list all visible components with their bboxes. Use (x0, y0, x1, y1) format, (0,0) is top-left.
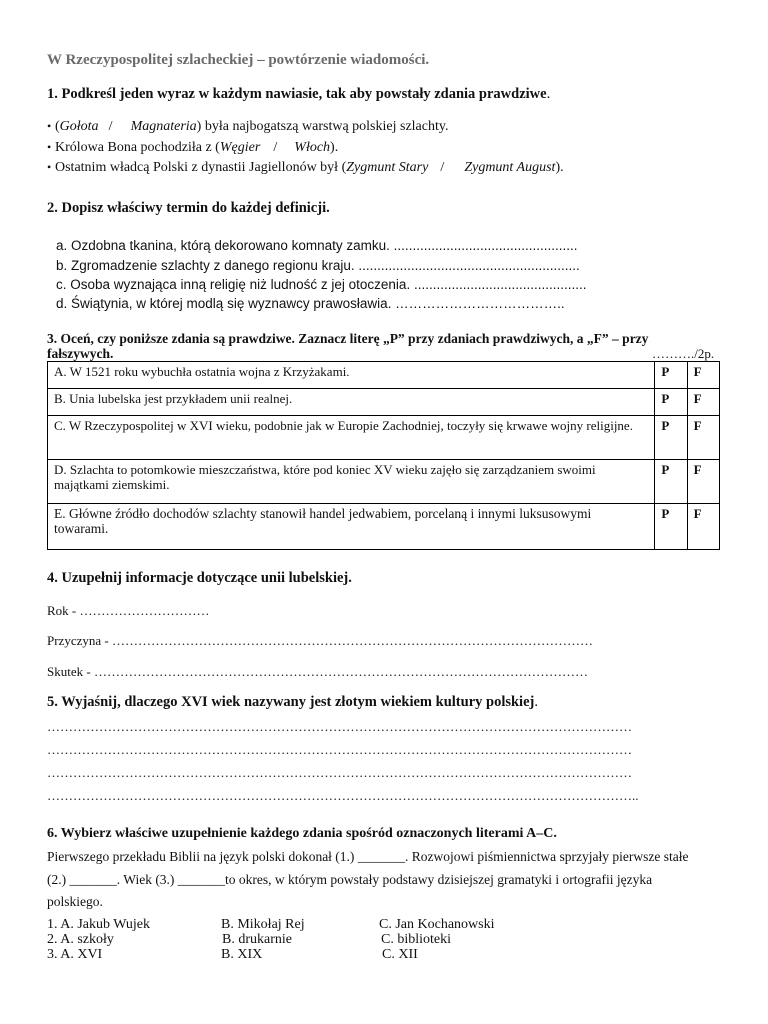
q5-answer-line-2[interactable]: ……………………………………………………………………………………………………………………… (47, 742, 632, 757)
q1-s1-separator: / (108, 119, 113, 134)
table-row (48, 389, 720, 416)
q2-definition-c[interactable]: c. Osoba wyznająca inną religię niż ludność z jej otoczenia. .............................................. (56, 277, 587, 292)
q1-s1-option-1[interactable]: Gołota (59, 119, 99, 134)
q1-s2-start: Królowa Bona pochodziła z ( (55, 140, 220, 155)
statement-e: E. Główne źródło dochodów szlachty stanowił handel jedwabiem, porcelaną i innymi luksusowymi towarami. (48, 504, 655, 550)
q2-definition-d[interactable]: d. Świątynia, w której modlą się wyznawcy prawosławia. ……………………………….. (56, 296, 565, 311)
option-f-c[interactable]: F (687, 416, 719, 460)
option-p-d[interactable]: P (655, 460, 687, 504)
q5-heading (47, 694, 538, 711)
q1-sentence-3 (47, 160, 564, 176)
q1-s3-option-2[interactable]: Zygmunt August (464, 160, 556, 175)
q5-heading-text: 5. Wyjaśnij, dlaczego XVI wiek nazywany jest złotym wiekiem kultury polskiej (47, 694, 535, 710)
q1-s2-option-1[interactable]: Węgier (219, 140, 261, 155)
q1-s2-separator: / (273, 140, 278, 155)
q4-skutek-field[interactable]: Skutek - …………………………………………………………………………………………………… (47, 664, 588, 679)
q6-option-1a[interactable]: 1. A. Jakub Wujek (47, 917, 151, 932)
q1-s1-option-2[interactable]: Magnateria (130, 119, 197, 134)
option-f-d[interactable]: F (687, 460, 719, 504)
option-p-b[interactable]: P (655, 389, 687, 416)
q6-option-3c[interactable]: C. XII (382, 947, 418, 962)
bullet-icon: • (47, 119, 52, 133)
q1-s2-end: ). (330, 140, 339, 155)
q6-heading: 6. Wybierz właściwe uzupełnienie każdego zdania spośród oznaczonych literami A–C. (47, 826, 557, 841)
statement-b: B. Unia lubelska jest przykładem unii realnej. (48, 389, 655, 416)
q6-paragraph-line-2: (2.) _______. Wiek (3.) _______to okres, w którym powstały podstawy dzisiejszej gramatyki i ortografii języka (47, 872, 653, 887)
q4-rok-field[interactable]: Rok - ………………………… (47, 603, 210, 618)
q6-option-3a[interactable]: 3. A. XVI (47, 947, 103, 962)
q3-heading-line-1: 3. Oceń, czy poniższe zdania są prawdziwe. Zaznacz literę „P” przy zdaniach prawdziwych, a „F” – przy (47, 331, 649, 346)
q1-heading-end: . (546, 86, 551, 102)
q1-s3-option-1[interactable]: Zygmunt Stary (346, 160, 429, 175)
q3-points: ………./2p. (652, 346, 715, 361)
q1-s1-open: ( (55, 119, 60, 134)
table-row (48, 416, 720, 460)
q6-option-3b[interactable]: B. XIX (221, 947, 263, 962)
q2-heading: 2. Dopisz właściwy termin do każdej definicji. (47, 200, 330, 216)
q3-heading-line-2: fałszywych. (47, 346, 114, 361)
q1-s2-option-2[interactable]: Włoch (294, 140, 331, 155)
q6-option-1c[interactable]: C. Jan Kochanowski (379, 917, 495, 932)
q1-s1-rest: ) była najbogatszą warstwą polskiej szlachty. (196, 119, 449, 134)
option-p-a[interactable]: P (655, 362, 687, 389)
table-row (48, 460, 720, 504)
statement-c: C. W Rzeczypospolitej w XVI wieku, podobnie jak w Europie Zachodniej, toczyły się krwawe wojny religijne. (48, 416, 655, 460)
option-p-e[interactable]: P (655, 504, 687, 550)
q5-answer-line-1[interactable]: ……………………………………………………………………………………………………………………… (47, 719, 632, 734)
q5-answer-line-4[interactable]: ……………………………………………………………………………………………………………………….. (47, 788, 639, 803)
q5-answer-line-3[interactable]: ……………………………………………………………………………………………………………………… (47, 765, 632, 780)
statement-d: D. Szlachta to potomkowie mieszczaństwa, które pod koniec XV wieku zajęło się zarządzaniem swoimi majątkami ziemskimi. (48, 460, 655, 504)
q1-s3-separator: / (440, 160, 445, 175)
q2-definition-a[interactable]: a. Ozdobna tkanina, którą dekorowano komnaty zamku. ................................................. (56, 238, 578, 253)
option-p-c[interactable]: P (655, 416, 687, 460)
page-title: W Rzeczypospolitej szlacheckiej – powtórzenie wiadomości. (47, 52, 430, 68)
q6-option-2c[interactable]: C. biblioteki (381, 932, 451, 947)
q1-sentence-2 (47, 140, 338, 156)
q5-heading-end: . (534, 694, 538, 710)
q1-heading-text: 1. Podkreśl jeden wyraz w każdym nawiasie, tak aby powstały zdania prawdziwe (47, 86, 547, 102)
q1-heading (47, 86, 550, 103)
q6-option-2b[interactable]: B. drukarnie (222, 932, 292, 947)
statement-a: A. W 1521 roku wybuchła ostatnia wojna z Krzyżakami. (48, 362, 655, 389)
bullet-icon: • (47, 160, 52, 174)
true-false-table (47, 361, 720, 550)
q2-definition-b[interactable]: b. Zgromadzenie szlachty z danego regionu kraju. ........................................................... (56, 258, 580, 273)
q6-option-1b[interactable]: B. Mikołaj Rej (221, 917, 305, 932)
q4-heading: 4. Uzupełnij informacje dotyczące unii lubelskiej. (47, 570, 352, 586)
q1-s3-start: Ostatnim władcą Polski z dynastii Jagiellonów był ( (55, 160, 347, 175)
table-row (48, 504, 720, 550)
q6-paragraph-line-1: Pierwszego przekładu Biblii na język polski dokonał (1.) _______. Rozwojowi piśmiennictwa sprzyjały pierwsze stałe (47, 849, 689, 864)
q4-przyczyna-field[interactable]: Przyczyna - ………………………………………………………………………………………………… (47, 633, 593, 648)
table-row (48, 362, 720, 389)
option-f-a[interactable]: F (687, 362, 719, 389)
bullet-icon: • (47, 140, 52, 154)
q6-option-2a[interactable]: 2. A. szkoły (47, 932, 114, 947)
q1-s3-end: ). (555, 160, 564, 175)
q1-sentence-1 (47, 119, 448, 135)
q6-paragraph-line-3: polskiego. (47, 894, 103, 909)
option-f-e[interactable]: F (687, 504, 719, 550)
option-f-b[interactable]: F (687, 389, 719, 416)
